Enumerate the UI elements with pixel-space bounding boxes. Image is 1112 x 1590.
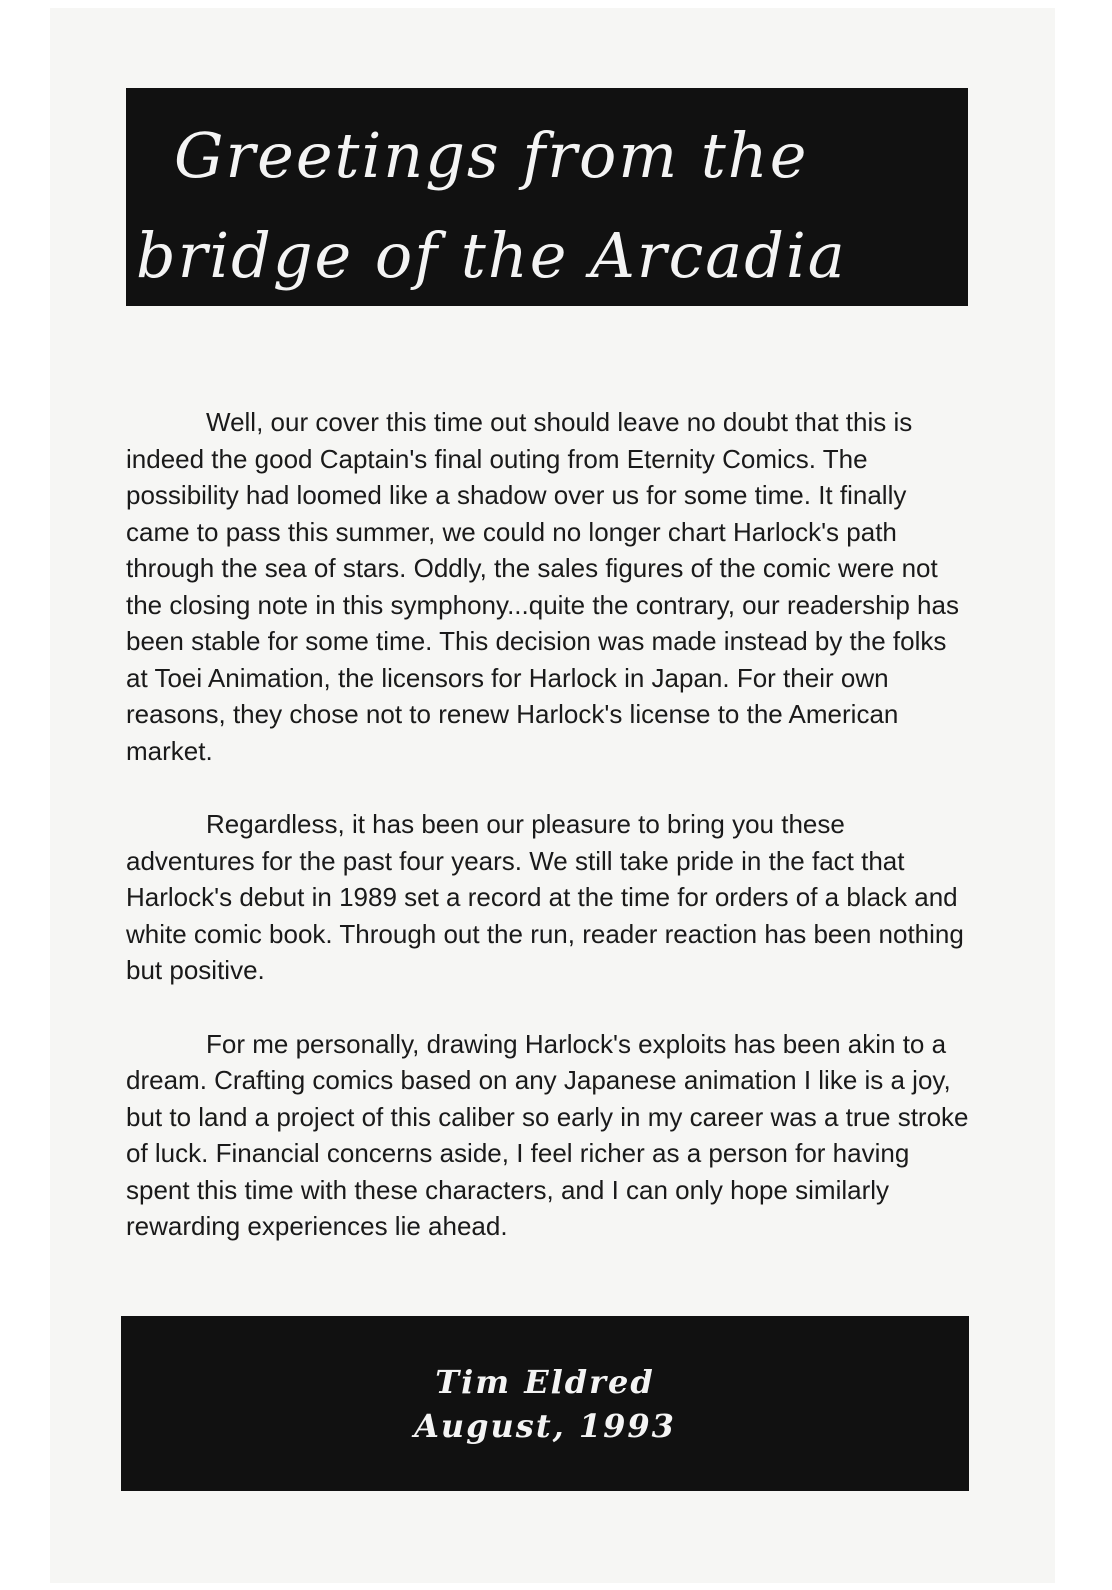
letter-body — [126, 404, 972, 1282]
signature-banner — [121, 1316, 969, 1491]
signature-author: Tim Eldred — [435, 1363, 655, 1401]
title-line-2: bridge of the Arcadia — [136, 219, 847, 292]
signature-date: August, 1993 — [414, 1407, 676, 1445]
paragraph-1: Well, our cover this time out should leave no doubt that this is indeed the good Captain's final outing from Eternity Comics. The possibility had loomed like a shadow over us for some time. It finally came to pass this summer, we could no longer chart Harlock's path through the sea of stars. Oddly, the sales figures of the comic were not the closing note in this symphony...quite the contrary, our readership has been stable for some time. This decision was made instead by the folks at Toei Animation, the licensors for Harlock in Japan. For their own reasons, they chose not to renew Harlock's license to the American market. — [126, 407, 959, 766]
paragraph-2: Regardless, it has been our pleasure to bring you these adventures for the past four years. We still take pride in the fact that Harlock's debut in 1989 set a record at the time for orders of a black and white comic book. Through out the run, reader reaction has been nothing but positive. — [126, 809, 964, 985]
title-banner — [126, 88, 968, 306]
paragraph-3: For me personally, drawing Harlock's exploits has been akin to a dream. Crafting comics based on any Japanese animation I like is a joy, but to land a project of this caliber so early in my career was a true stroke of luck. Financial concerns aside, I feel richer as a person for having spent this time with these characters, and I can only hope similarly rewarding experiences lie ahead. — [126, 1028, 969, 1241]
title-line-1: Greetings from the — [174, 119, 809, 192]
